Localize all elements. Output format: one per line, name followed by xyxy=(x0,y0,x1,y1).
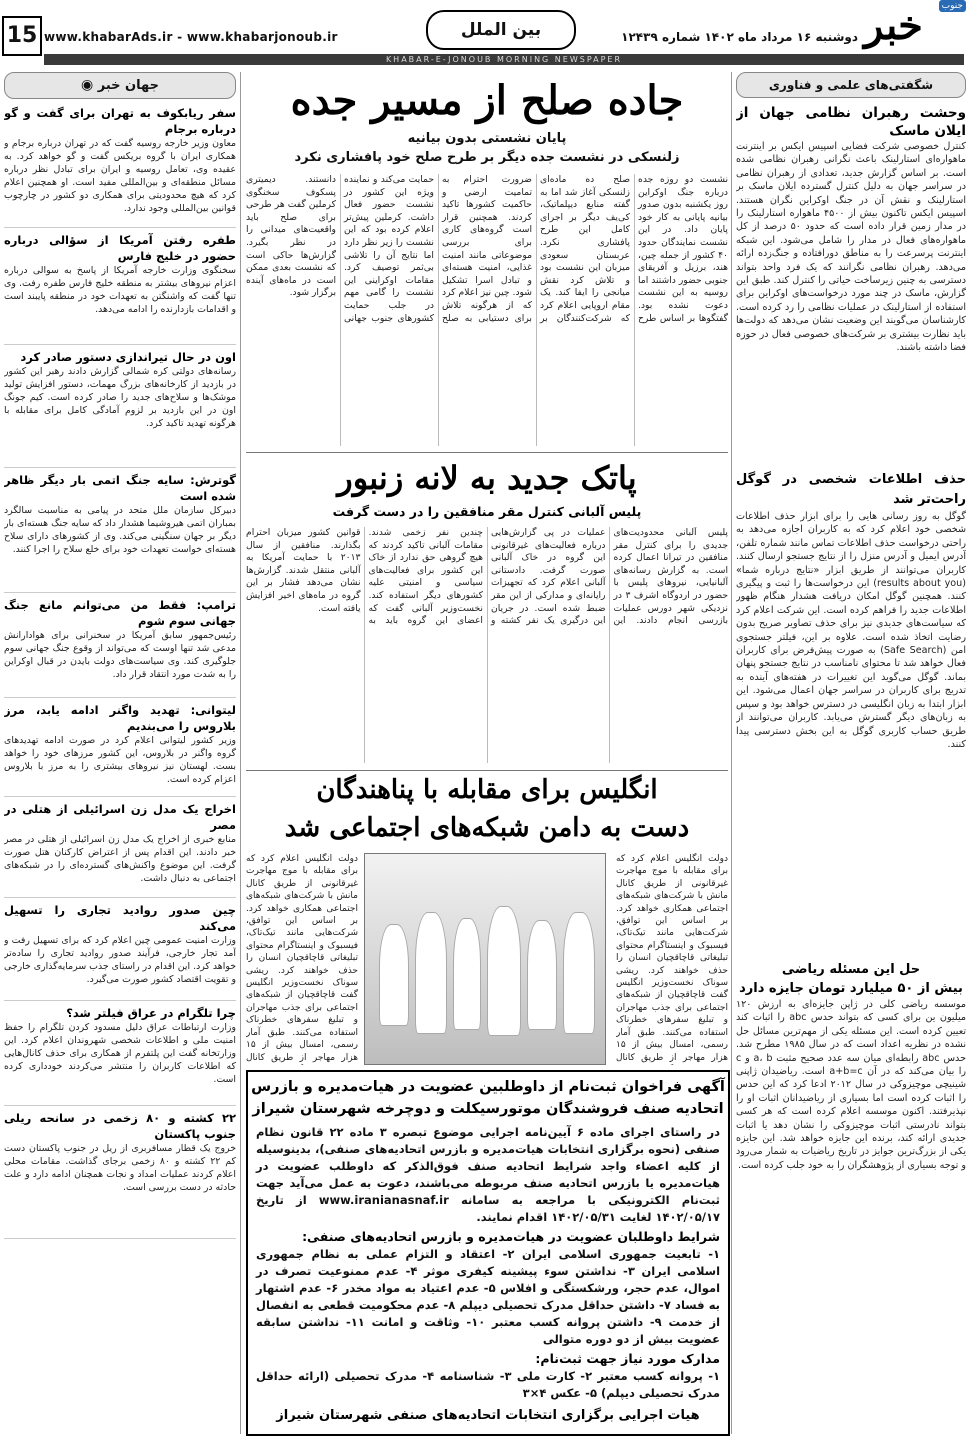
news-item-body: خروج یک قطار مسافربری از ریل در جنوب پاکستان دست کم ۲۲ کشته و ۸۰ زخمی برجای گذاشت. مقامات محلی اعلام کردند عملیات امداد و نجات همچنان ادامه دارد و علت حادثه در دست بررسی است. xyxy=(4,1143,236,1193)
article-title: حل این مسئله ریاضی xyxy=(781,962,921,977)
column-divider xyxy=(731,72,732,1434)
article-body: کنترل خصوصی شرکت فضایی اسپیس ایکس بر اینترنت ماهواره‌ای استارلینک باعث نگرانی رهبران نظامی شده است. بر اساس گزارش جدید، تعدادی از رهبران نظامی در سراسر جهان به دلیل کنترل گسترده ایلان ماسک بر استارلینک و نقش آن در جنگ اوکراین نگران هستند. اسپیس ایکس تاکنون بیش از ۴۵۰۰ ماهواره استارلینک را در مدار زمین قرار داده است که حدود ۵۰ درصد از کل ماهواره‌های فعال در مدار را شامل می‌شود. این شبکه اینترنت پرسرعت را به مناطق دورافتاده و جنگ‌زده ارائه می‌دهد. رهبران نظامی نگرانند که یک فرد واحد بتواند دسترسی به چنین زیرساخت حیاتی را کنترل کند. طبق این گزارش، ماسک در چند مورد درخواست‌های اوکراین برای استفاده از استارلینک در عملیات نظامی را رد کرده است. کارشناسان می‌گویند این وضعیت نشان می‌دهد که دولت‌ها باید نظارت بیشتری بر شرکت‌های خصوصی فعال در حوزه فضا داشته باشند. xyxy=(736,141,966,354)
photo-figure xyxy=(487,906,521,1036)
news-item-body: دبیرکل سازمان ملل متحد در پیامی به مناسبت سالگرد بمباران اتمی هیروشیما هشدار داد که سایه جنگ هسته‌ای بار دیگر بر جهان سنگینی می‌کند. وی از کشورهای دارای سلاح هسته‌ای خواست تعهدات خود برای خلع سلاح را اجرا کنند. xyxy=(4,505,236,555)
logo-text: خبر xyxy=(864,2,923,49)
logo-badge: جنوب xyxy=(939,0,966,12)
news-item-title: ۲۲ کشته و ۸۰ زخمی در سانحه ریلی جنوب پاکستان xyxy=(4,1111,236,1141)
albania-story xyxy=(246,452,728,768)
ad-docs-title: مدارک مورد نیاز جهت ثبت‌نام: xyxy=(535,1351,720,1366)
story3-body-left: دولت انگلیس اعلام کرد که برای مقابله با موج مهاجرت غیرقانونی از طریق کانال مانش با شرکت‌های شبکه‌های اجتماعی همکاری خواهد کرد. بر اساس این توافق، شرکت‌هایی مانند تیک‌تاک، فیسبوک و اینستاگرام محتوای تبلیغاتی قاچاقچیان انسان را حذف خواهند کرد. ریشی سوناک نخست‌وزیر انگلیس گفت قاچاقچیان از شبکه‌های اجتماعی برای جذب مهاجران و تبلیغ سفرهای خطرناک استفاده می‌کنند. طبق آمار رسمی، امسال بیش از ۱۵ هزار مهاجر از طریق کانال xyxy=(246,854,358,1063)
news-item-body: رئیس‌جمهور سابق آمریکا در سخنرانی برای هوادارانش مدعی شد تنها اوست که می‌تواند از وقوع جنگ جهانی سوم جلوگیری کند. وی سیاست‌های دولت بایدن در قبال اوکراین را به شدت مورد انتقاد قرار داد. xyxy=(4,630,236,680)
news-item xyxy=(4,232,236,345)
globe-icon: ◉ xyxy=(81,77,94,93)
ad-box xyxy=(246,1070,730,1436)
column-header-label: جهان خبر xyxy=(97,78,159,93)
page-number: 15 xyxy=(2,16,42,56)
news-item-body: معاون وزیر خارجه روسیه گفت که در تهران درباره برجام و همکاری ایران با گروه بریکس گفت و گو خواهد کرد. به عقیده وی، تعامل روسیه و ایران برای تبادل نظر درباره مسائل منطقه‌ای و بین‌المللی مفید است. او همچنین اعلام کرد که هیچ محدودیتی برای همکاری دو کشور در چارچوب قوانین بین‌المللی وجود ندارد. xyxy=(4,138,236,214)
news-item xyxy=(4,472,236,593)
ad-title: اتحادیه صنف فروشندگان موتورسیکلت و دوچرخه شهرستان شیراز xyxy=(252,1101,724,1117)
story2-body: پلیس آلبانی محدودیت‌های جدیدی را برای کنترل مقر منافقین در تیرانا اعمال کرده است. به گزارش رسانه‌های آلبانیایی، نیروهای پلیس با حضور در اردوگاه اشرف ۳ در نزدیکی شهر دورس عملیات بازرسی انجام دادند. این عملیات در پی گزارش‌هایی درباره فعالیت‌های غیرقانونی این گروه در خاک آلبانی صورت گرفت. دادستانی آلبانی اعلام کرد که تجهیزات رایانه‌ای و مدارکی از این مقر ضبط شده است. در جریان این درگیری یک نفر کشته و چندین نفر زخمی شدند. مقامات آلبانی تاکید کردند که هیچ گروهی حق ندارد از خاک این کشور برای فعالیت‌های سیاسی و امنیتی علیه کشورهای دیگر استفاده کند. نخست‌وزیر آلبانی گفت که اعضای این گروه باید به قوانین کشور میزبان احترام بگذارند. منافقین از سال ۲۰۱۳ با حمایت آمریکا به آلبانی منتقل شدند. گزارش‌ها نشان می‌دهد فشار بر این گروه در ماه‌های اخیر افزایش یافته است. xyxy=(246,527,728,627)
main-story xyxy=(246,72,728,450)
news-item xyxy=(4,1005,236,1106)
news-item-title: لیتوانی: تهدید واگنر ادامه یابد، مرز بلاروس را می‌بندیم xyxy=(4,703,236,733)
uk-refugees-story xyxy=(246,770,728,1067)
article-title: حذف اطلاعات شخصی در گوگل راحت‌تر شد xyxy=(736,472,966,507)
issue-date: دوشنبه ۱۶ مرداد ماه ۱۴۰۲ شماره ۱۲۴۳۹ xyxy=(621,30,858,44)
news-item-title: اخراج یک مدل زن اسرائیلی از هتلی در مصر xyxy=(4,802,236,832)
website-urls: www.khabarAds.ir - www.khabarjonoub.ir xyxy=(44,30,338,44)
column-header xyxy=(736,72,966,98)
column-header xyxy=(4,72,236,99)
story3-headline: انگلیس برای مقابله با پناهندگان xyxy=(316,775,658,805)
news-item-body: رسانه‌های دولتی کره شمالی گزارش دادند رهبر این کشور در بازدید از کارخانه‌های بزرگ مهمات، دستور افزایش تولید موشک‌ها و سلاح‌های جدید را صادر کرده است. کیم جونگ اون در این بازدید بر لزوم آمادگی کامل برای مقابله با هرگونه تهدید تاکید کرد. xyxy=(4,366,236,429)
news-item xyxy=(4,801,236,898)
news-item-title: گوترش: سایه جنگ اتمی بار دیگر ظاهر شده است xyxy=(4,473,236,503)
news-item-body: وزیر کشور لیتوانی اعلام کرد در صورت ادامه تهدیدهای گروه واگنر در بلاروس، این کشور مرزهای خود را خواهد بست. لهستان نیز نیروهای بیشتری را به مرز با بلاروس اعزام کرده است. xyxy=(4,735,236,785)
story3-headline: دست به دامن شبکه‌های اجتماعی شد xyxy=(284,813,690,843)
ad-conditions: ۱- تابعیت جمهوری اسلامی ایران ۲- اعتقاد و التزام عملی به نظام جمهوری اسلامی ایران ۳- نداشتن سوء پیشینه کیفری موثر ۴- عدم ممنوعیت تصرف در اموال، عدم حجر، ورشکستگی و افلاس ۵- عدم اعتیاد به مواد مخدر ۶- عدم اشتهار به فساد ۷- داشتن حداقل مدرک تحصیلی دیپلم ۸- عدم محکومیت قطعی به انفصال از خدمت ۹- داشتن پروانه کسب معتبر ۱۰- وثاقت و امانت ۱۱- نداشتن سابقه عضویت بیش از دو دوره متوالی xyxy=(256,1247,721,1346)
news-item xyxy=(4,702,236,797)
column-header-label: شگفتی‌های علمی و فناوری xyxy=(768,78,934,92)
ad-conditions-title: شرایط داوطلبان عضویت در هیات‌مدیره و بازرس اتحادیه‌های صنفی: xyxy=(302,1229,720,1244)
news-item xyxy=(4,105,236,228)
photo-figure xyxy=(379,924,409,1026)
column-divider xyxy=(240,72,241,1434)
news-item-title: چرا تلگرام در عراق فیلتر شد؟ xyxy=(66,1006,236,1020)
section-title: بین الملل xyxy=(426,10,576,50)
photo-figure xyxy=(453,918,481,1030)
ad-title: آگهی فراخوان ثبت‌نام از داوطلبین عضویت در هیات‌مدیره و بازرس xyxy=(251,1079,725,1095)
news-item-title: طفره رفتن آمریکا از سؤالی درباره حضور در خلیج فارس xyxy=(4,233,236,263)
news-item-body: وزارت ارتباطات عراق دلیل مسدود کردن تلگرام را حفظ امنیت ملی و اطلاعات شخصی شهروندان اعلام کرد. این وزارتخانه گفت این پلتفرم از همکاری برای حذف کانال‌هایی که اطلاعات کاربران را منتشر می‌کردند خودداری کرده است. xyxy=(4,1022,236,1085)
news-item-title: ترامپ: فقط من می‌توانم مانع جنگ جهانی سوم شوم xyxy=(4,598,236,628)
article-body: موسسه ریاضی کلی در ژاپن جایزه‌ای به ارزش ۱۲۰ میلیون ین برای کسی که بتواند حدس abc را اثبات کند تعیین کرده است. این مسئله یکی از مهم‌ترین مسائل حل نشده در نظریه اعداد است که در سال ۱۹۸۵ مطرح شد. حدس abc رابطه‌ای میان سه عدد صحیح مثبت a، b و c را بیان می‌کند که در آن a+b=c است. ریاضیدان ژاپنی شینیچی موچیزوکی در سال ۲۰۱۲ ادعا کرد که این حدس را اثبات کرده است اما بسیاری از ریاضیدانان اثبات او را نپذیرفتند. اکنون موسسه اعلام کرده است که هر کسی بتواند نادرستی اثبات موچیزوکی را نشان دهد یا اثبات جدیدی ارائه کند، برنده این جایزه خواهد شد. این جایزه یکی از بزرگ‌ترین جوایز در تاریخ ریاضیات به شمار می‌رود و توجه بسیاری از پژوهشگران را به خود جلب کرده است. xyxy=(736,999,966,1171)
masthead-strip: KHABAR-E-JONOUB MORNING NEWSPAPER xyxy=(44,54,964,65)
photo-figure xyxy=(563,912,595,1034)
main-subhead: زلنسکی در نشست جده دیگر بر طرح صلح خود پافشاری نکرد xyxy=(294,150,680,165)
news-item xyxy=(4,349,236,468)
news-item-title: سفر ریابکوف به تهران برای گفت و گو درباره برجام xyxy=(4,106,236,136)
news-items xyxy=(4,105,236,1239)
article-subtitle: بیش از ۵۰ میلیارد تومان جایزه دارد xyxy=(739,981,963,996)
story3-body-right: دولت انگلیس اعلام کرد که برای مقابله با موج مهاجرت غیرقانونی از طریق کانال مانش با شرکت‌های شبکه‌های اجتماعی همکاری خواهد کرد. بر اساس این توافق، شرکت‌هایی مانند تیک‌تاک، فیسبوک و اینستاگرام محتوای تبلیغاتی قاچاقچیان انسان را حذف خواهند کرد. ریشی سوناک نخست‌وزیر انگلیس گفت قاچاقچیان از شبکه‌های اجتماعی برای جذب مهاجران و تبلیغ سفرهای خطرناک استفاده می‌کنند. طبق آمار رسمی، امسال بیش از ۱۵ هزار مهاجر از طریق کانال xyxy=(616,854,728,1063)
photo-figure xyxy=(527,920,557,1030)
ad-signature: هیات اجرایی برگزاری انتخابات اتحادیه‌های صنفی شهرستان شیراز xyxy=(276,1408,700,1423)
ad-docs: ۱- پروانه کسب معتبر ۲- کارت ملی ۳- شناسنامه ۴- مدرک تحصیلی (ارائه حداقل مدرک تحصیلی دیپلم) ۵- عکس ۴×۳ xyxy=(256,1369,720,1400)
news-item xyxy=(4,1110,236,1239)
main-headline: جاده صلح از مسیر جده xyxy=(290,77,684,124)
ad-intro: در راستای اجرای ماده ۶ آیین‌نامه اجرایی موضوع تبصره ۳ ماده ۲۲ قانون نظام صنفی (نحوه برگزاری انتخابات هیات‌مدیره و بازرس اتحادیه‌های صنفی)، بدینوسیله از کلیه اعضاء واجد شرایط اتحادیه صنف فوق‌الذکر که داوطلب عضویت در هیات‌مدیره یا بازرس اتحادیه صنف مربوطه می‌باشند، دعوت به عمل می‌آید جهت ثبت‌نام الکترونیکی با مراجعه به سامانه www.iranianasnaf.ir از تاریخ ۱۴۰۲/۰۵/۱۷ لغایت ۱۴۰۲/۰۵/۳۱ اقدام نمایند. xyxy=(256,1125,720,1224)
news-item xyxy=(4,597,236,698)
photo-figure xyxy=(415,912,447,1034)
story2-subhead: پلیس آلبانی کنترل مقر منافقین را در دست گرفت xyxy=(332,504,642,519)
news-item-body: منابع خبری از اخراج یک مدل زن اسرائیلی از هتلی در مصر خبر دادند. این اقدام پس از اعتراض کارکنان هتل صورت گرفت. این موضوع واکنش‌های گسترده‌ای را در شبکه‌های اجتماعی به دنبال داشت. xyxy=(4,834,236,884)
news-item-body: سخنگوی وزارت خارجه آمریکا از پاسخ به سوالی درباره اعزام نیروهای بیشتر به منطقه خلیج فارس طفره رفت. وی تنها گفت که واشنگتن به تعهدات خود در منطقه پایبند است و اقدامات بازدارنده را ادامه می‌دهد. xyxy=(4,265,236,315)
main-kicker: پایان نشستی بدون بیانیه xyxy=(407,131,567,146)
science-column xyxy=(736,72,966,1434)
story2-headline: پاتک جدید به لانه زنبور xyxy=(337,459,637,497)
article-body: گوگل به روز رسانی هایی را برای ابزار حذف اطلاعات شخصی خود اعلام کرد که به کاربران اجازه می‌دهد به راحتی درخواست حذف اطلاعات تماس مانند شماره تلفن، آدرس ایمیل و آدرس منزل را از نتایج جستجو ارسال کنند. کاربران می‌توانند از طریق ابزار «نتایج درباره شما» (results about you) این درخواست‌ها را ثبت و پیگیری کنند. همچنین گوگل امکان دریافت هشدار هنگام ظهور اطلاعات جدید را فراهم کرده است. این شرکت اعلام کرد که سیاست‌های جدیدی نیز برای حذف تصاویر صریح بدون رضایت اتخاذ شده است. علاوه بر این، فیلتر جستجوی امن (Safe Search) به صورت پیش‌فرض برای کاربران فعال خواهد شد تا محتوای نامناسب در نتایج جستجو پنهان بماند. گوگل می‌گوید این تغییرات در هفته‌های آینده به تدریج برای کاربران در سراسر جهان اعمال می‌شود. این ابزار ابتدا به زبان انگلیسی در دسترس خواهد بود و سپس به زبان‌های دیگر گسترش می‌یابد. کاربران می‌توانند از طریق حساب کاربری گوگل به این بخش دسترسی پیدا کنند. xyxy=(736,511,966,750)
newspaper-logo xyxy=(864,2,964,54)
news-item xyxy=(4,902,236,1001)
news-item-title: اون در حال تیراندازی دستور صادر کرد xyxy=(20,350,236,364)
main-body: نشست دو روزه جده درباره جنگ اوکراین روز یکشنبه بدون صدور بیانیه پایانی به کار خود پایان داد. در این نشست نمایندگان حدود ۴۰ کشور از جمله چین، هند، برزیل و آفریقای جنوبی حضور داشتند اما روسیه به این نشست دعوت نشده بود. گفتگوها بر اساس طرح صلح ده ماده‌ای زلنسکی آغاز شد اما به گفته منابع دیپلماتیک، کی‌یف دیگر بر اجرای کامل این طرح پافشاری نکرد. عربستان سعودی میزبان این نشست بود و تلاش کرد نقش میانجی را ایفا کند. یک مقام اروپایی اعلام کرد که شرکت‌کنندگان بر ضرورت احترام به تمامیت ارضی و حاکمیت کشورها تاکید کردند. همچنین قرار است گروه‌های کاری برای بررسی موضوعاتی مانند امنیت غذایی، امنیت هسته‌ای و تبادل اسرا تشکیل شود. چین نیز اعلام کرد که از هرگونه تلاش برای دستیابی به صلح حمایت می‌کند و نماینده ویژه این کشور در نشست حضور فعال داشت. کرملین پیش‌تر اعلام کرده بود که این نشست را زیر نظر دارد اما نتایج آن را تلاشی بی‌ثمر توصیف کرد. مقامات اوکراینی این نشست را گامی مهم در جلب حمایت کشورهای جنوب جهانی دانستند. دیمیتری پسکوف سخنگوی کرملین گفت هر طرحی برای صلح باید واقعیت‌های میدانی را در نظر بگیرد. گزارش‌ها حاکی است که نشست بعدی ممکن است در ماه‌های آینده برگزار شود. xyxy=(246,174,728,324)
news-item-body: وزارت امنیت عمومی چین اعلام کرد که برای تسهیل رفت و آمد تجار خارجی، فرآیند صدور روادید تجاری را ساده‌تر خواهد کرد. این اقدام در راستای جذب سرمایه‌گذاری خارجی و تقویت اقتصاد کشور صورت می‌گیرد. xyxy=(4,935,236,985)
article-title: وحشت رهبران نظامی جهان از ایلان ماسک xyxy=(736,105,966,139)
masthead xyxy=(0,0,970,70)
world-news-column xyxy=(4,72,236,1434)
news-item-title: چین صدور روادید تجاری را تسهیل می‌کند xyxy=(4,903,236,933)
refugees-photo xyxy=(364,853,606,1065)
